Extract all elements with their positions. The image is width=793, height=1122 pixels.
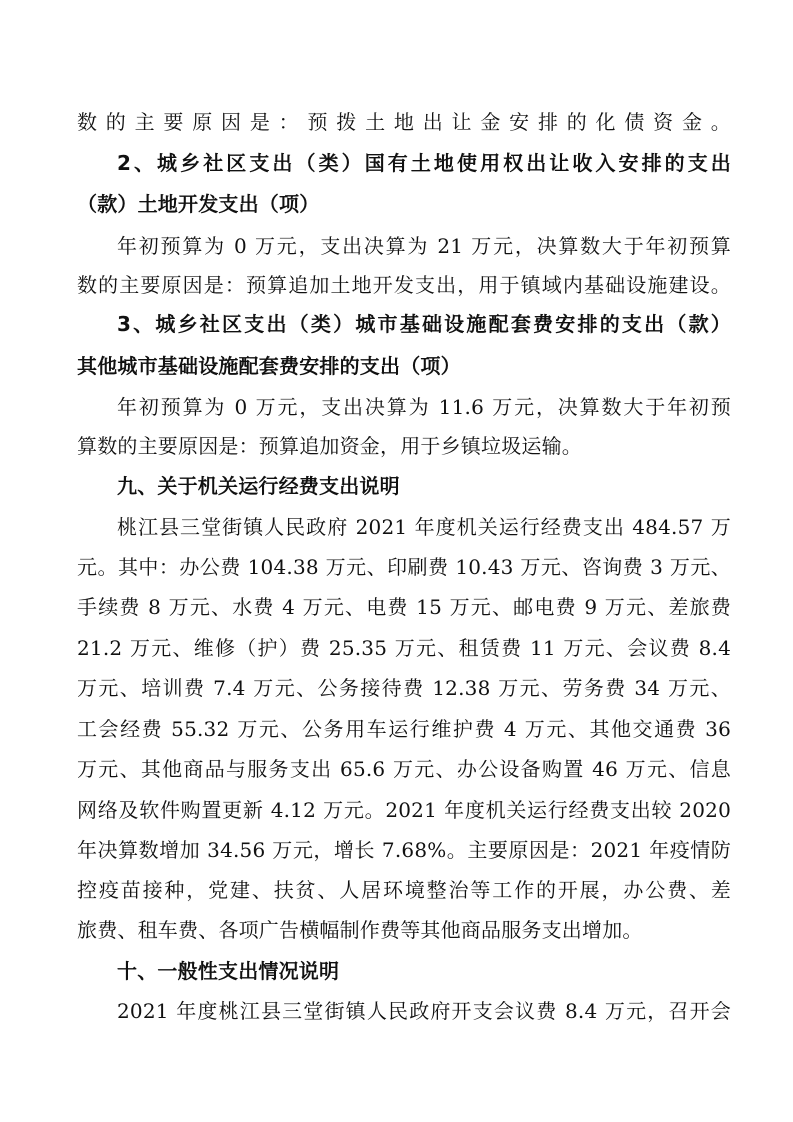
paragraph-line: 年决算数增加 34.56 万元，增长 7.68%。主要原因是：2021 年疫情防 (77, 838, 731, 862)
paragraph-line: 旅费、租车费、各项广告横幅制作费等其他商品服务支出增加。 (77, 918, 643, 942)
paragraph-line: 数的主要原因是：预算追加土地开发支出，用于镇域内基础设施建设。 (77, 273, 731, 297)
paragraph-line: 万元、其他商品与服务支出 65.6 万元、办公设备购置 46 万元、信息 (77, 757, 731, 781)
paragraph-line: 数的主要原因是：预拨土地出让金安排的化债资金。 (77, 110, 731, 134)
section-heading: 十、一般性支出情况说明 (117, 959, 340, 983)
paragraph-line: 工会经费 55.32 万元、公务用车运行维护费 4 万元、其他交通费 36 (77, 717, 731, 741)
paragraph-line: 控疫苗接种，党建、扶贫、人居环境整治等工作的开展，办公费、差 (77, 878, 731, 902)
paragraph-line: 网络及软件购置更新 4.12 万元。2021 年度机关运行经费支出较 2020 (77, 798, 731, 822)
paragraph-line: 年初预算为 0 万元，支出决算为 21 万元，决算数大于年初预算 (117, 234, 731, 258)
paragraph-line: 算数的主要原因是：预算追加资金，用于乡镇垃圾运输。 (77, 434, 582, 458)
section-heading: （款）土地开发支出（项） (77, 192, 320, 216)
paragraph-line: 桃江县三堂街镇人民政府 2021 年度机关运行经费支出 484.57 万 (117, 515, 731, 539)
section-heading: 3、城乡社区支出（类）城市基础设施配套费安排的支出（款） (117, 312, 731, 336)
paragraph-line: 手续费 8 万元、水费 4 万元、电费 15 万元、邮电费 9 万元、差旅费 (77, 595, 731, 619)
paragraph-line: 年初预算为 0 万元，支出决算为 11.6 万元，决算数大于年初预 (117, 395, 731, 419)
section-heading: 九、关于机关运行经费支出说明 (117, 474, 400, 498)
paragraph-line: 21.2 万元、维修（护）费 25.35 万元、租赁费 11 万元、会议费 8.4 (77, 636, 731, 660)
section-heading: 2、城乡社区支出（类）国有土地使用权出让收入安排的支出 (117, 151, 731, 175)
paragraph-line: 2021 年度桃江县三堂街镇人民政府开支会议费 8.4 万元，召开会 (117, 999, 731, 1023)
paragraph-line: 元。其中：办公费 104.38 万元、印刷费 10.43 万元、咨询费 3 万元、 (77, 555, 731, 579)
paragraph-line: 万元、培训费 7.4 万元、公务接待费 12.38 万元、劳务费 34 万元、 (77, 676, 731, 700)
section-heading: 其他城市基础设施配套费安排的支出（项） (77, 354, 461, 378)
